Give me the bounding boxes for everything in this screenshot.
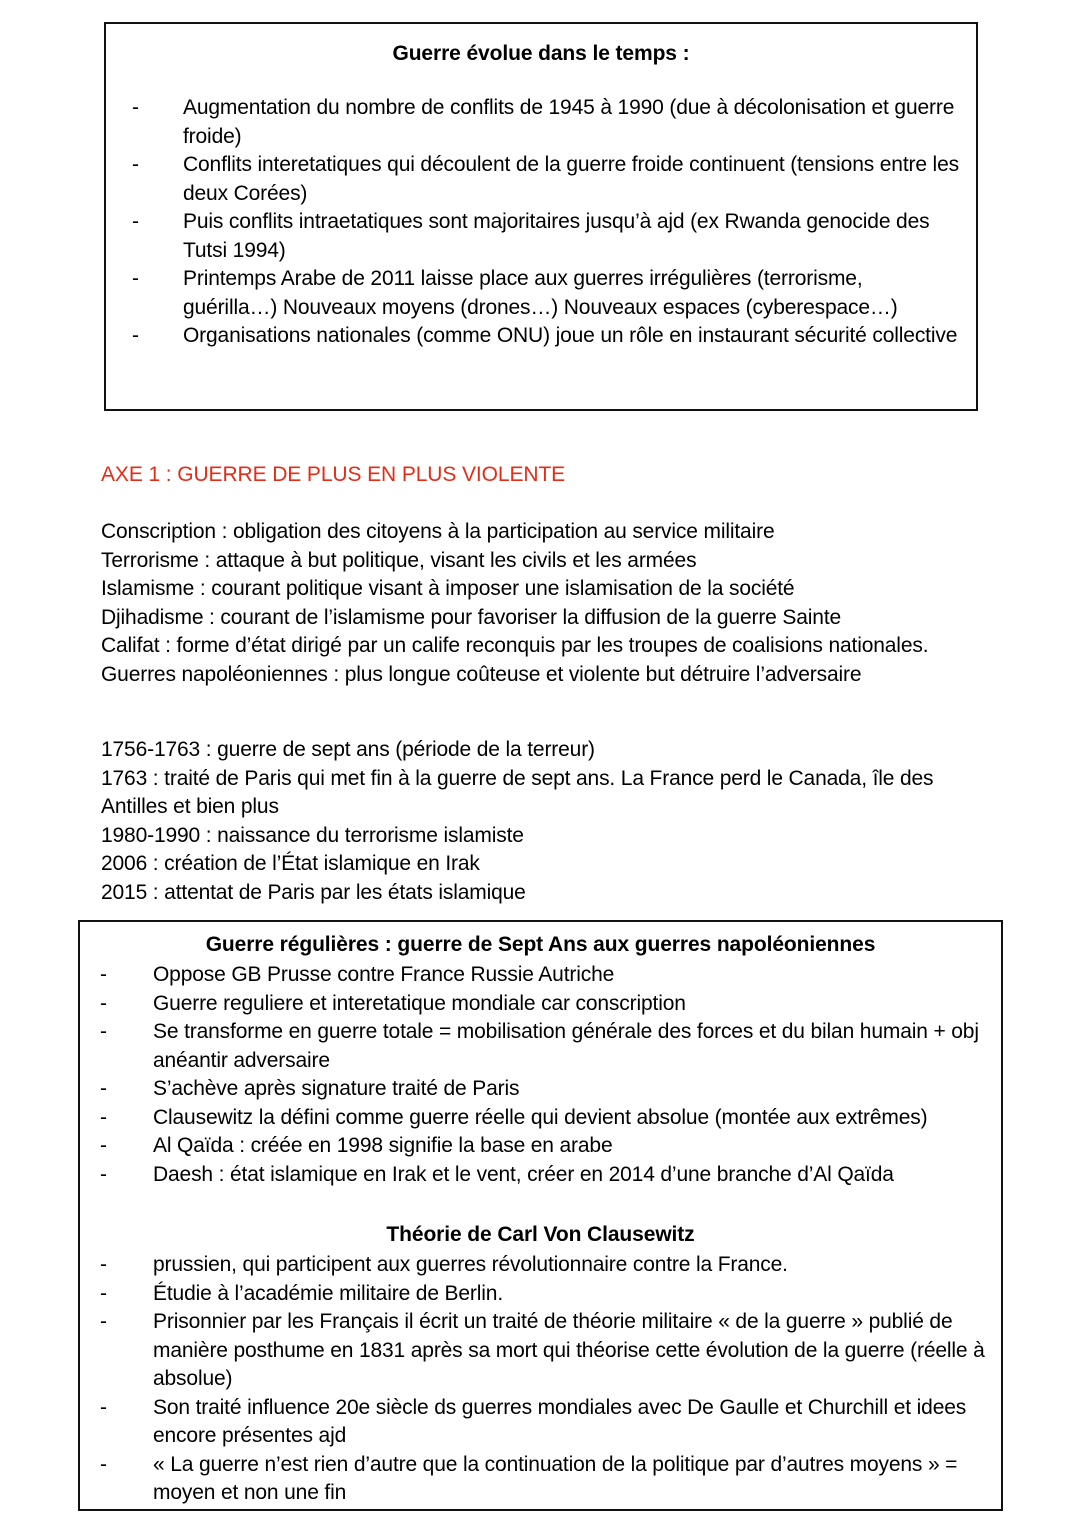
dash-bullet-icon: - xyxy=(100,1020,107,1043)
definition-line: Islamisme : courant politique visant à imposer une islamisation de la société xyxy=(101,577,795,600)
list-item-text: Clausewitz la défini comme guerre réelle qui devient absolue (montée aux extrêmes) xyxy=(153,1105,928,1129)
box-evolution-list xyxy=(120,94,962,351)
definition-line: Terrorisme : attaque à but politique, visant les civils et les armées xyxy=(101,548,697,572)
definition-line: Guerres napoléoniennes : plus longue coûteuse et violente but détruire l’adversaire xyxy=(101,662,862,686)
list-item xyxy=(90,1308,991,1394)
list-item xyxy=(90,1251,991,1280)
box-guerre-evolue-dans-le-temps xyxy=(104,22,978,411)
list-item xyxy=(90,1104,991,1133)
dash-bullet-icon: - xyxy=(100,1253,107,1276)
date-line: 1763 : traité de Paris qui met fin à la guerre de sept ans. La France perd le Canada, île des Antilles et bien plus xyxy=(101,766,934,818)
list-item xyxy=(90,1161,991,1190)
list-item xyxy=(120,151,962,208)
box-regulieres-subtitle: Théorie de Carl Von Clausewitz xyxy=(386,1223,695,1246)
list-item-text: Oppose GB Prusse contre France Russie Autriche xyxy=(153,963,615,986)
list-item-text: Al Qaïda : créée en 1998 signifie la base en arabe xyxy=(153,1134,613,1157)
list-item-text: S’achève après signature traité de Paris xyxy=(153,1077,520,1100)
list-item-text: Se transforme en guerre totale = mobilisation générale des forces et du bilan humain + obj anéantir adversaire xyxy=(153,1020,979,1072)
list-item xyxy=(90,1075,991,1104)
date-line: 2015 : attentat de Paris par les états islamique xyxy=(101,880,526,904)
dash-bullet-icon: - xyxy=(100,1077,107,1100)
list-item xyxy=(120,94,962,151)
list-item-text: Puis conflits intraetatiques sont majoritaires jusqu’à ajd (ex Rwanda genocide des Tutsi 1994) xyxy=(183,210,930,262)
list-item-text: Conflits interetatiques qui découlent de la guerre froide continuent (tensions entre les deux Corées) xyxy=(183,153,959,205)
date-line: 2006 : création de l’État islamique en Irak xyxy=(101,852,480,875)
dash-bullet-icon: - xyxy=(100,1281,107,1305)
list-item xyxy=(120,322,962,351)
list-item-text: Printemps Arabe de 2011 laisse place aux guerres irrégulières (terrorisme, guérilla…) Nouveaux moyens (drones…) Nouveaux espaces (cyberespace…) xyxy=(183,267,898,319)
box-regulieres-list xyxy=(90,961,991,1189)
list-item xyxy=(120,208,962,265)
list-item-text: « La guerre n’est rien d’autre que la continuation de la politique par d’autres moyens » = moyen et non une fin xyxy=(153,1452,958,1504)
list-item xyxy=(90,1018,991,1075)
dash-bullet-icon: - xyxy=(100,991,107,1015)
list-item-text: Daesh : état islamique en Irak et le vent, créer en 2014 d’une branche d’Al Qaïda xyxy=(153,1162,894,1186)
list-item-text: Prisonnier par les Français il écrit un traité de théorie militaire « de la guerre » publié de manière posthume en 1831 après sa mort qui théorise cette évolution de la guerre (réelle à absolue) xyxy=(153,1310,985,1390)
box-evolution-inner xyxy=(106,24,976,351)
list-item xyxy=(90,1280,991,1309)
list-item-text: Étudie à l’académie militaire de Berlin. xyxy=(153,1281,504,1305)
list-item-text: Son traité influence 20e siècle ds guerres mondiales avec De Gaulle et Churchill et idees encore présentes ajd xyxy=(153,1395,967,1447)
dash-bullet-icon: - xyxy=(100,963,107,986)
clausewitz-list xyxy=(90,1251,991,1508)
box-evolution-title: Guerre évolue dans le temps : xyxy=(392,42,690,65)
dash-bullet-icon: - xyxy=(132,267,139,290)
definition-line: Califat : forme d’état dirigé par un calife reconquis par les troupes de coalisions nationales. xyxy=(101,634,929,657)
list-item xyxy=(90,1451,991,1508)
list-item xyxy=(90,1394,991,1451)
dash-bullet-icon: - xyxy=(132,153,139,176)
date-line: 1756-1763 : guerre de sept ans (période de la terreur) xyxy=(101,738,595,761)
definition-line: Conscription : obligation des citoyens à la participation au service militaire xyxy=(101,520,775,543)
dash-bullet-icon: - xyxy=(100,1105,107,1129)
box-guerre-regulieres xyxy=(78,920,1003,1511)
list-item-text: Guerre reguliere et interetatique mondiale car conscription xyxy=(153,991,686,1015)
list-item xyxy=(120,265,962,322)
dash-bullet-icon: - xyxy=(100,1395,107,1419)
dash-bullet-icon: - xyxy=(100,1310,107,1333)
dash-bullet-icon: - xyxy=(132,324,139,347)
box-regulieres-title: Guerre régulières : guerre de Sept Ans aux guerres napoléoniennes xyxy=(205,933,876,956)
list-item xyxy=(90,990,991,1019)
list-item-text: prussien, qui participent aux guerres révolutionnaire contre la France. xyxy=(153,1253,788,1276)
list-item xyxy=(90,961,991,990)
dash-bullet-icon: - xyxy=(100,1452,107,1476)
definition-line: Djihadisme : courant de l’islamisme pour favoriser la diffusion de la guerre Sainte xyxy=(101,605,842,629)
dash-bullet-icon: - xyxy=(132,96,139,119)
box-regulieres-inner xyxy=(80,922,1001,1508)
dash-bullet-icon: - xyxy=(132,210,139,233)
list-item xyxy=(90,1132,991,1161)
list-item-text: Augmentation du nombre de conflits de 1945 à 1990 (due à décolonisation et guerre froide) xyxy=(183,96,955,148)
date-line: 1980-1990 : naissance du terrorisme islamiste xyxy=(101,823,524,847)
dates-block xyxy=(101,736,991,907)
dash-bullet-icon: - xyxy=(100,1162,107,1186)
dash-bullet-icon: - xyxy=(100,1134,107,1157)
list-item-text: Organisations nationales (comme ONU) joue un rôle en instaurant sécurité collective xyxy=(183,324,958,347)
axe-1-heading: AXE 1 : GUERRE DE PLUS EN PLUS VIOLENTE xyxy=(101,463,566,486)
definitions-block xyxy=(101,518,991,689)
